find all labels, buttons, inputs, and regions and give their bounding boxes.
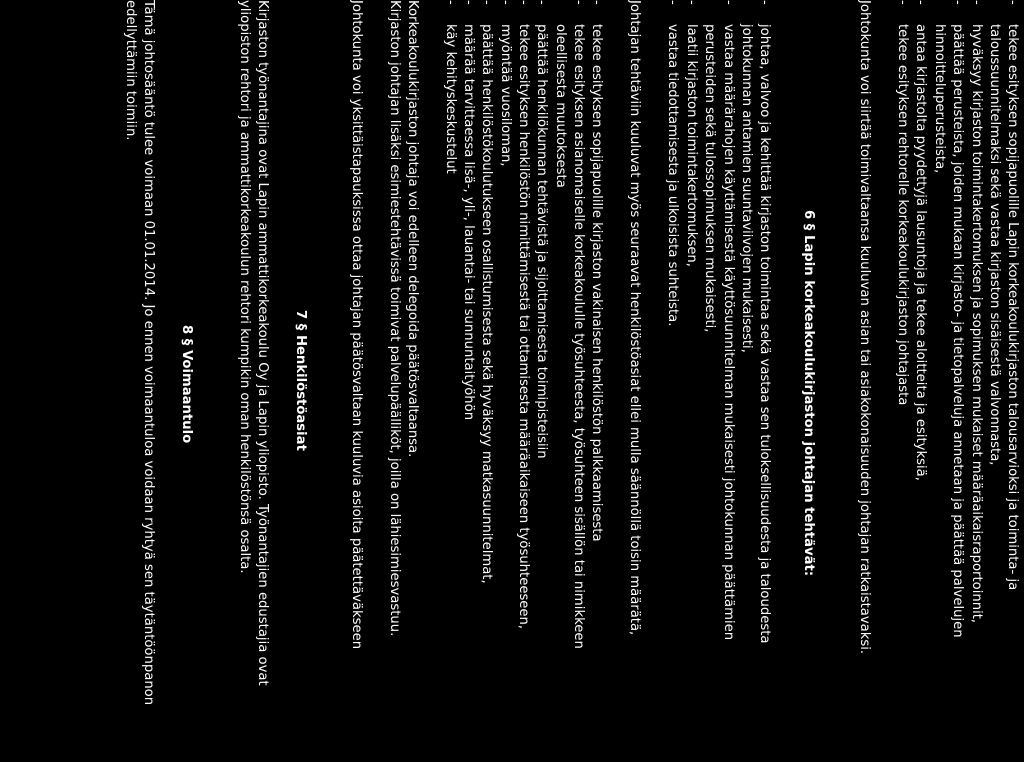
section5-closing: Johtokunta voi siirtää toimivaltaansa kuuluvan asian tai asiakokonaisuuden johtajan ratkaistavaksi. — [857, 0, 872, 655]
delegation-line: Johtokunta voi yksittäistapauksissa ottaa johtajan päätösvaltaan kuuluvia asioita päätettäväkseen — [349, 0, 364, 650]
delegation-line: Kirjaston johtajan lisäksi esimiestehtävissä toimivat palvelupäälliköt, joilla on lähiesimiesvastuu. — [387, 0, 402, 637]
section6-heading: 6 § Lapin korkeakoulukirjaston johtajan tehtävät: — [801, 210, 816, 577]
delegation-line: Korkeakoulukirjaston johtaja voi edelleen delegoida päätösvaltaansa. — [405, 0, 420, 458]
rotated-document-page: - tekee esityksen sopijapuolille Lapin korkeakoulukirjaston talousarvioksi ja toiminta- ja taloussuunnitelmaksi sekä vastaa kirjaston sisäisestä valvonnasta, - hyväksyy kirjaston toimintakertomuksen ja sopimuksen mukaiset määräaikaisraportoinnit, - päättää perusteista, joiden mukaan kirjasto- ja tietopalveluja annetaan ja päättää palvelujen hinnoitteluperusteista, - antaa kirjastolta pyydettyjä lausuntoja ja tekee aloitteita ja esityksiä, - tekee esityksen rehtorelle korkeakoulukirjaston johtajasta Johtokunta voi siirtää toimivaltaansa kuuluvan asian tai asiakokonaisuuden johtajan ratkaistavaksi. 6 § Lapin korkeakoulukirjaston johtajan tehtävät: - johtaa, valvoo ja kehittää kirjaston toimintaa sekä vastaa sen tuloksellisuudesta ja taloudesta johtokunnan antamien suuntaviivojen mukaisesti, - vastaa määrärahojen käyttämisestä käyttösuunnitelman mukaisesti johtokunnan päättämien perusteiden sekä tulossopimuksen mukaisesti, - laatii kirjaston toimintakertomuksen, - vastaa tiedottamisesta ja ulkoisista suhteista. Johtajan tehtäviin kuuluvat myös seuraavat henkilöstöasiat ellei mulla säännöllä toisin määrätä, - tekee esityksen sopijapuolille kirjaston vakinaisen henkilöstön palkkaamisesta - tekee esityksen asianomaiselle korkeakoululle työsuhteesta, työsuhteen sisällön tai nimikkeen oleellisesta muutoksesta - päättää henkilökunnan tehtävistä ja sijoittamisesta toimipisteisiin - tekee esityksen henkilöstön nimittämisestä tai ottamisesta määräaikaiseen työsuhteeseen, - myöntää vuosiloman, - päättää henkilöstökoulutukseen osallistumisesta sekä hyväksyy matkasuunnitelmat, - määrää tarvittaessa lisä-, yli-, lauantai- tai sunnuntaityöhön - käy kehityskeskustelut Korkeakoulukirjaston johtaja voi edelleen delegoida päätösvaltaansa. Kirjaston johtajan lisäksi esimiestehtävissä toimivat palvelupäälliköt, joilla on lähiesimiesvastuu. Johtokunta voi yksittäistapauksissa ottaa johtajan päätösvaltaan kuuluvia asioita päätettäväkseen 7 § Henkilöstöasiat Kirjaston työnantajina ovat Lapin ammattikorkeakoulu Oy ja Lapin yliopisto. Työnantajien edustajia ovat yliopiston rehtori ja ammattikorkeakoulun rehtori kumpikin oman henkilöstönsä osalta. 8 § Voimaantulo Tämä johtosääntö tulee voimaan 01.01.2014. Jo ennen voimaantuloa voidaan ryhtyä sen täytäntöönpanon edellyttämiin toimiin. — [123, 0, 1020, 706]
section8-text: edellyttämiin toimiin. — [123, 0, 138, 141]
section8-text: Tämä johtosääntö tulee voimaan 01.01.2014. Jo ennen voimaantuloa voidaan ryhtyä sen täytäntöönpanon — [141, 0, 156, 706]
section8-heading: 8 § Voimaantulo — [179, 325, 194, 444]
section7-text: Kirjaston työnantajina ovat Lapin ammattikorkeakoulu Oy ja Lapin yliopisto. Työnantajien edustajia ovat — [255, 0, 270, 686]
staff-intro: Johtajan tehtäviin kuuluvat myös seuraavat henkilöstöasiat ellei mulla säännöllä toisin määrätä, — [627, 0, 642, 636]
section7-heading: 7 § Henkilöstöasiat — [293, 310, 308, 451]
section7-text: yliopiston rehtori ja ammattikorkeakoulun rehtori kumpikin oman henkilöstönsä osalta. — [237, 0, 252, 574]
